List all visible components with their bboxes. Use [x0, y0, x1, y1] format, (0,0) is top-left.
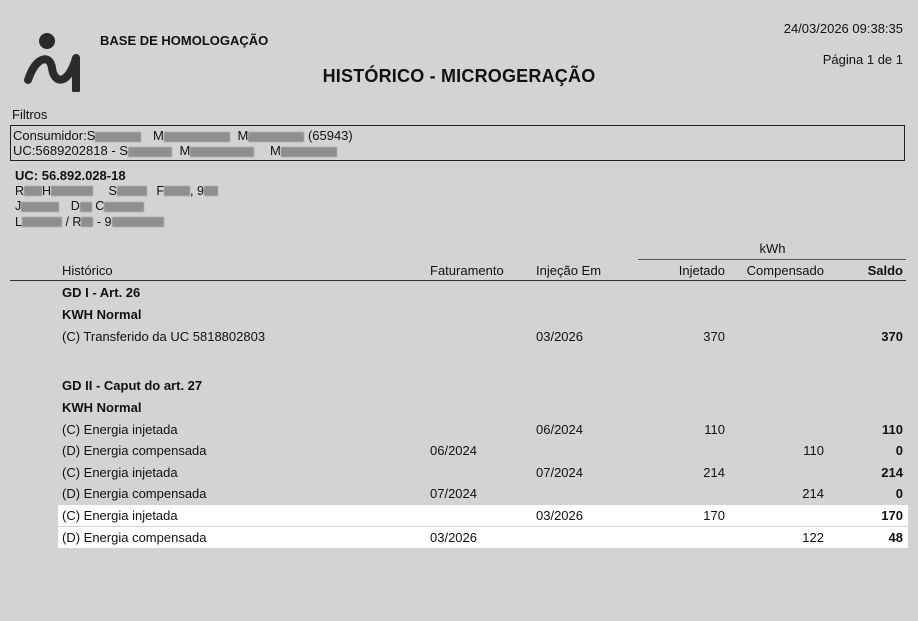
- cell-injecao: 06/2024: [536, 422, 583, 437]
- cell-historico: (D) Energia compensada: [62, 443, 207, 458]
- cell-saldo: 0: [895, 486, 903, 501]
- cell-saldo: 170: [881, 508, 903, 523]
- cell-historico: (D) Energia compensada: [62, 530, 207, 545]
- uc-details: [15, 168, 218, 230]
- uc-title: UC: 56.892.028-18: [15, 168, 126, 183]
- header-divider: [10, 280, 906, 281]
- cell-injetado: 170: [703, 508, 725, 523]
- cell-injecao: 03/2026: [536, 329, 583, 344]
- cell-injecao: 03/2026: [536, 508, 583, 523]
- uc-address-line2: J D C: [15, 199, 218, 215]
- section-row: [0, 397, 918, 418]
- cell-historico: GD II - Caput do art. 27: [62, 378, 203, 393]
- col-header-faturamento: Faturamento: [430, 263, 504, 278]
- cell-historico: (C) Energia injetada: [62, 465, 178, 480]
- cell-injetado: 110: [704, 422, 725, 437]
- cell-saldo: 0: [895, 443, 903, 458]
- cell-historico: (C) Transferido da UC 5818802803: [62, 329, 266, 344]
- section-row: [0, 282, 918, 303]
- cell-injecao: 07/2024: [536, 465, 583, 480]
- col-header-compensado: Compensado: [746, 263, 824, 278]
- section-row: [0, 375, 918, 396]
- cell-injetado: 370: [703, 329, 725, 344]
- kwh-group-header: kWh: [759, 241, 786, 256]
- filters-box: [10, 125, 905, 161]
- section-row: [0, 304, 918, 325]
- report-datetime: 24/03/2026 09:38:35: [783, 21, 903, 36]
- cell-faturamento: 07/2024: [430, 486, 477, 501]
- table-row: [0, 419, 918, 440]
- cell-compensado: 122: [802, 530, 824, 545]
- filter-consumer: Consumidor:S M M (65943): [13, 128, 353, 143]
- cell-saldo: 110: [882, 422, 903, 437]
- cell-saldo: 214: [881, 465, 903, 480]
- uc-address-line1: R H S F , 9: [15, 184, 218, 200]
- organization-name: BASE DE HOMOLOGAÇÃO: [100, 33, 269, 48]
- cell-injetado: 214: [703, 465, 725, 480]
- uc-address-line3: L / R - 9: [15, 215, 218, 231]
- page-indicator: Página 1 de 1: [822, 52, 903, 67]
- col-header-injecao: Injeção Em: [536, 263, 602, 278]
- table-row: [58, 527, 908, 548]
- cell-compensado: 214: [802, 486, 824, 501]
- cell-saldo: 48: [888, 530, 903, 545]
- table-row: [0, 326, 918, 347]
- col-header-injetado: Injetado: [678, 263, 725, 278]
- cell-historico: (C) Energia injetada: [62, 508, 178, 523]
- kwh-group-divider: [638, 259, 906, 260]
- cell-compensado: 110: [803, 443, 824, 458]
- filters-label: Filtros: [12, 107, 48, 122]
- table-row: [58, 505, 908, 526]
- table-row: [0, 462, 918, 483]
- col-header-saldo: Saldo: [867, 263, 903, 278]
- cell-historico: GD I - Art. 26: [62, 285, 141, 300]
- cell-faturamento: 06/2024: [430, 443, 477, 458]
- cell-historico: (D) Energia compensada: [62, 486, 207, 501]
- report-title: HISTÓRICO - MICROGERAÇÃO: [322, 66, 596, 86]
- cell-faturamento: 03/2026: [430, 530, 477, 545]
- cell-historico: KWH Normal: [62, 307, 142, 322]
- cell-saldo: 370: [881, 329, 903, 344]
- cell-historico: (C) Energia injetada: [62, 422, 178, 437]
- table-row: [0, 483, 918, 504]
- cell-historico: KWH Normal: [62, 400, 142, 415]
- filter-uc: UC:5689202818 - S M M: [13, 143, 904, 158]
- col-header-historico: Histórico: [62, 263, 113, 278]
- table-row: [0, 440, 918, 461]
